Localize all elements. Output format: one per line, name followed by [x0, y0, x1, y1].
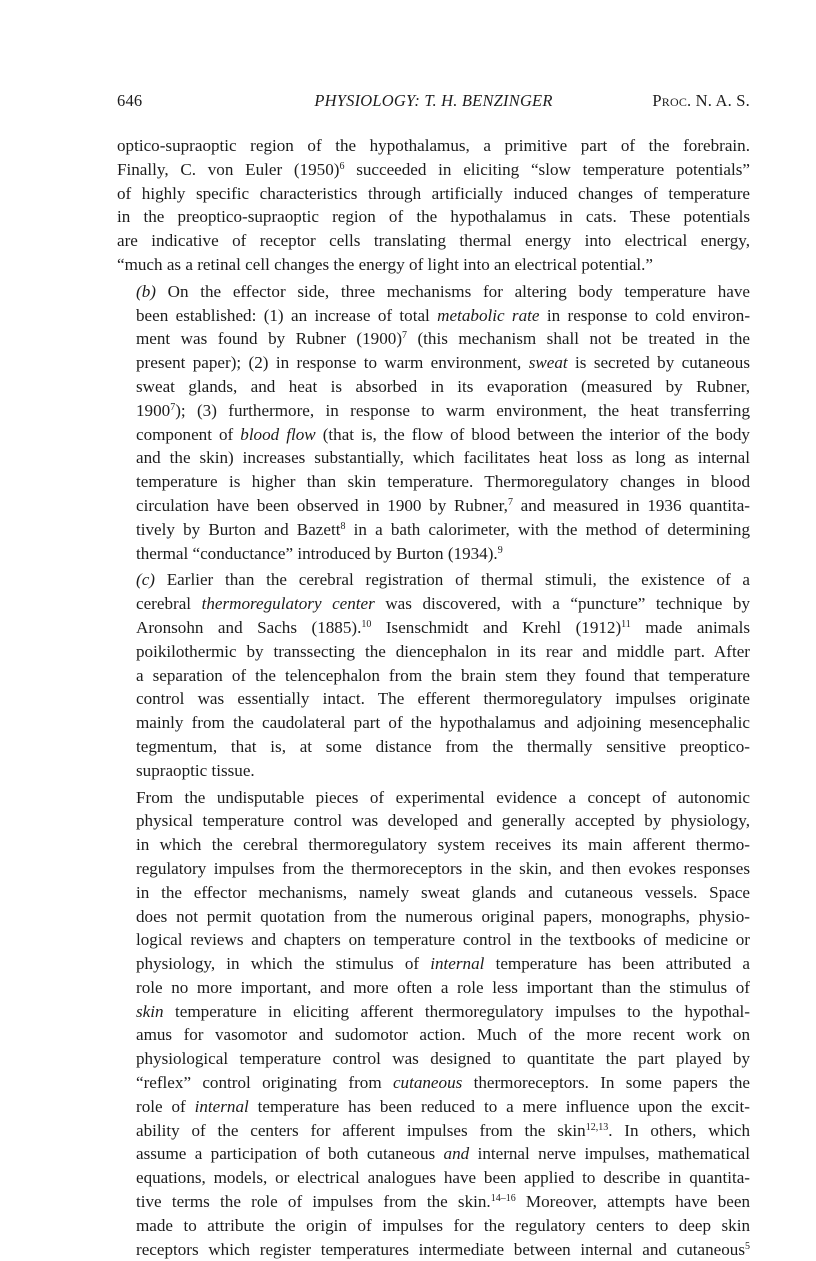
text-line: (b) On the effector side, three mechanisms for altering body temperature have	[136, 281, 750, 301]
text-line: physical temperature control was developed and generally accepted by physiology,	[136, 811, 750, 831]
running-header	[117, 91, 750, 115]
text-line: Aronsohn and Sachs (1885).$^{10}$ Isenschmidt and Krehl $(1912)^{11}$ made animals	[136, 617, 751, 637]
text-line: poikilothermic by transsecting the diencephalon in its rear and middle part. After	[136, 641, 750, 661]
text-line: ment was found by Rubner $(1900)^7$ (this mechanism shall not be treated in the	[136, 329, 750, 349]
text-line: assume a participation of both cutaneous and internal nerve impulses, mathematical	[136, 1144, 750, 1164]
citation-ref: 7	[507, 496, 513, 508]
text-line: component of blood flow (that is, the flow of blood between the interior of the body	[136, 424, 750, 444]
text-line: equations, models, or electrical analogues have been applied to describe in quantita-	[136, 1168, 750, 1188]
journal-name: Proc. N. A. S.	[652, 91, 750, 110]
citation-ref: 8	[340, 520, 346, 532]
paragraph-thermoregulatory-center	[117, 568, 750, 782]
text-line: “much as a retinal cell changes the energy of light into an electrical potential.”	[117, 254, 654, 274]
text-line: ability of the centers for afferent impulses from the skin$^{12,13}$. In others, which	[136, 1120, 751, 1140]
text-line: physiological temperature control was designed to quantitate the part played by	[136, 1049, 750, 1069]
text-line: in the preoptico-supraoptic region of the hypothalamus in cats. These potentials	[117, 207, 750, 227]
text-line: optico-supraoptic region of the hypothalamus, a primitive part of the forebrain.	[117, 136, 750, 155]
citation-ref: 6	[339, 160, 345, 172]
text-line: a separation of the telencephalon from the brain stem they found that temperature	[136, 665, 750, 685]
citation-ref: 5	[745, 1240, 750, 1252]
page-number: 646	[117, 91, 143, 110]
text-line: 1900$^7$); (3) furthermore, in response to warm environment, the heat transferring	[136, 400, 750, 420]
text-line: and the skin) increases substantially, which facilitates heat loss as long as internal	[136, 448, 750, 468]
text-line: temperature is higher than skin temperature. Thermoregulatory changes in blood	[136, 472, 750, 492]
text-line: logical reviews and chapters on temperature control in the textbooks of medicine or	[136, 930, 750, 950]
text-line: regulatory impulses from the thermoreceptors in the skin, and then evokes responses	[136, 858, 750, 878]
text-line: role of internal temperature has been reduced to a mere influence upon the excit-	[136, 1096, 750, 1116]
text-line: in the effector mechanisms, namely sweat glands and cutaneous vessels. Space	[136, 882, 750, 902]
text-line: Finally, C. von Euler $(1950)^6$ succeeded in eliciting “slow temperature potentials”	[117, 159, 750, 179]
text-line: made to attribute the origin of impulses for the regulatory centers to deep skin	[136, 1215, 750, 1235]
text-line: in which the cerebral thermoregulatory system receives its main afferent thermo-	[136, 835, 750, 855]
text-line: skin temperature in eliciting afferent thermoregulatory impulses to the hypothal-	[136, 1001, 750, 1021]
citation-ref: 10	[361, 618, 372, 630]
text-line: circulation have been observed in 1900 by Rubner,$^7$ and measured in 1936 quantita-	[136, 495, 750, 515]
text-line: of highly specific characteristics through artificially induced changes of temperature	[117, 183, 750, 203]
text-line: physiology, in which the stimulus of internal temperature has been attributed a	[136, 954, 750, 974]
text-line: mainly from the caudolateral part of the hypothalamus and adjoining mesencephalic	[136, 713, 750, 733]
paragraph-autonomic-control-concept	[117, 786, 750, 1261]
text-line: receptors which register temperatures intermediate between internal and cutaneous$^5$	[136, 1239, 750, 1259]
citation-ref: 11	[621, 618, 631, 630]
paragraph-effector-side	[117, 280, 750, 566]
running-title: PHYSIOLOGY: T. H. BENZINGER	[314, 91, 553, 110]
text-line: control was essentially intact. The efferent thermoregulatory impulses originate	[136, 689, 750, 709]
text-line: tive terms the role of impulses from the skin.$^{14-16}$ Moreover, attempts have been	[136, 1192, 750, 1212]
citation-ref: 14–16	[490, 1193, 516, 1205]
text-line: cerebral thermoregulatory center was discovered, with a “puncture” technique by	[136, 594, 750, 614]
article-body	[117, 134, 750, 1261]
citation-ref: 9	[497, 544, 503, 556]
text-line: tegmentum, that is, at some distance from the thermally sensitive preoptico-	[136, 736, 750, 756]
text-line: does not permit quotation from the numerous original papers, monographs, physio-	[136, 906, 750, 926]
text-line: present paper); (2) in response to warm environment, sweat is secreted by cutaneous	[136, 353, 751, 373]
citation-ref: 7	[402, 330, 408, 342]
text-line: amus for vasomotor and sudomotor action. Much of the more recent work on	[136, 1025, 750, 1045]
citation-ref: 7	[170, 401, 176, 413]
text-line: “reflex” control originating from cutaneous thermoreceptors. In some papers the	[136, 1073, 750, 1093]
text-line: been established: (1) an increase of total metabolic rate in response to cold environ-	[136, 305, 751, 325]
text-line: are indicative of receptor cells translating thermal energy into electrical energy,	[117, 231, 750, 251]
text-line: supraoptic tissue.	[136, 760, 255, 780]
citation-ref: 12,13	[585, 1121, 609, 1133]
text-line: (c) Earlier than the cerebral registration of thermal stimuli, the existence of a	[136, 570, 750, 590]
text-line: From the undisputable pieces of experimental evidence a concept of autonomic	[136, 787, 750, 807]
text-line: role no more important, and more often a role less important than the stimulus of	[136, 977, 750, 997]
text-line: thermal “conductance” introduced by Burton (1934).$^9$	[136, 543, 503, 563]
text-line: sweat glands, and heat is absorbed in its evaporation (measured by Rubner,	[136, 376, 750, 396]
paragraph-hypothalamus-potentials	[117, 134, 750, 277]
text-line: tively by Burton and Bazett$^8$ in a bath calorimeter, with the method of determining	[136, 519, 750, 539]
